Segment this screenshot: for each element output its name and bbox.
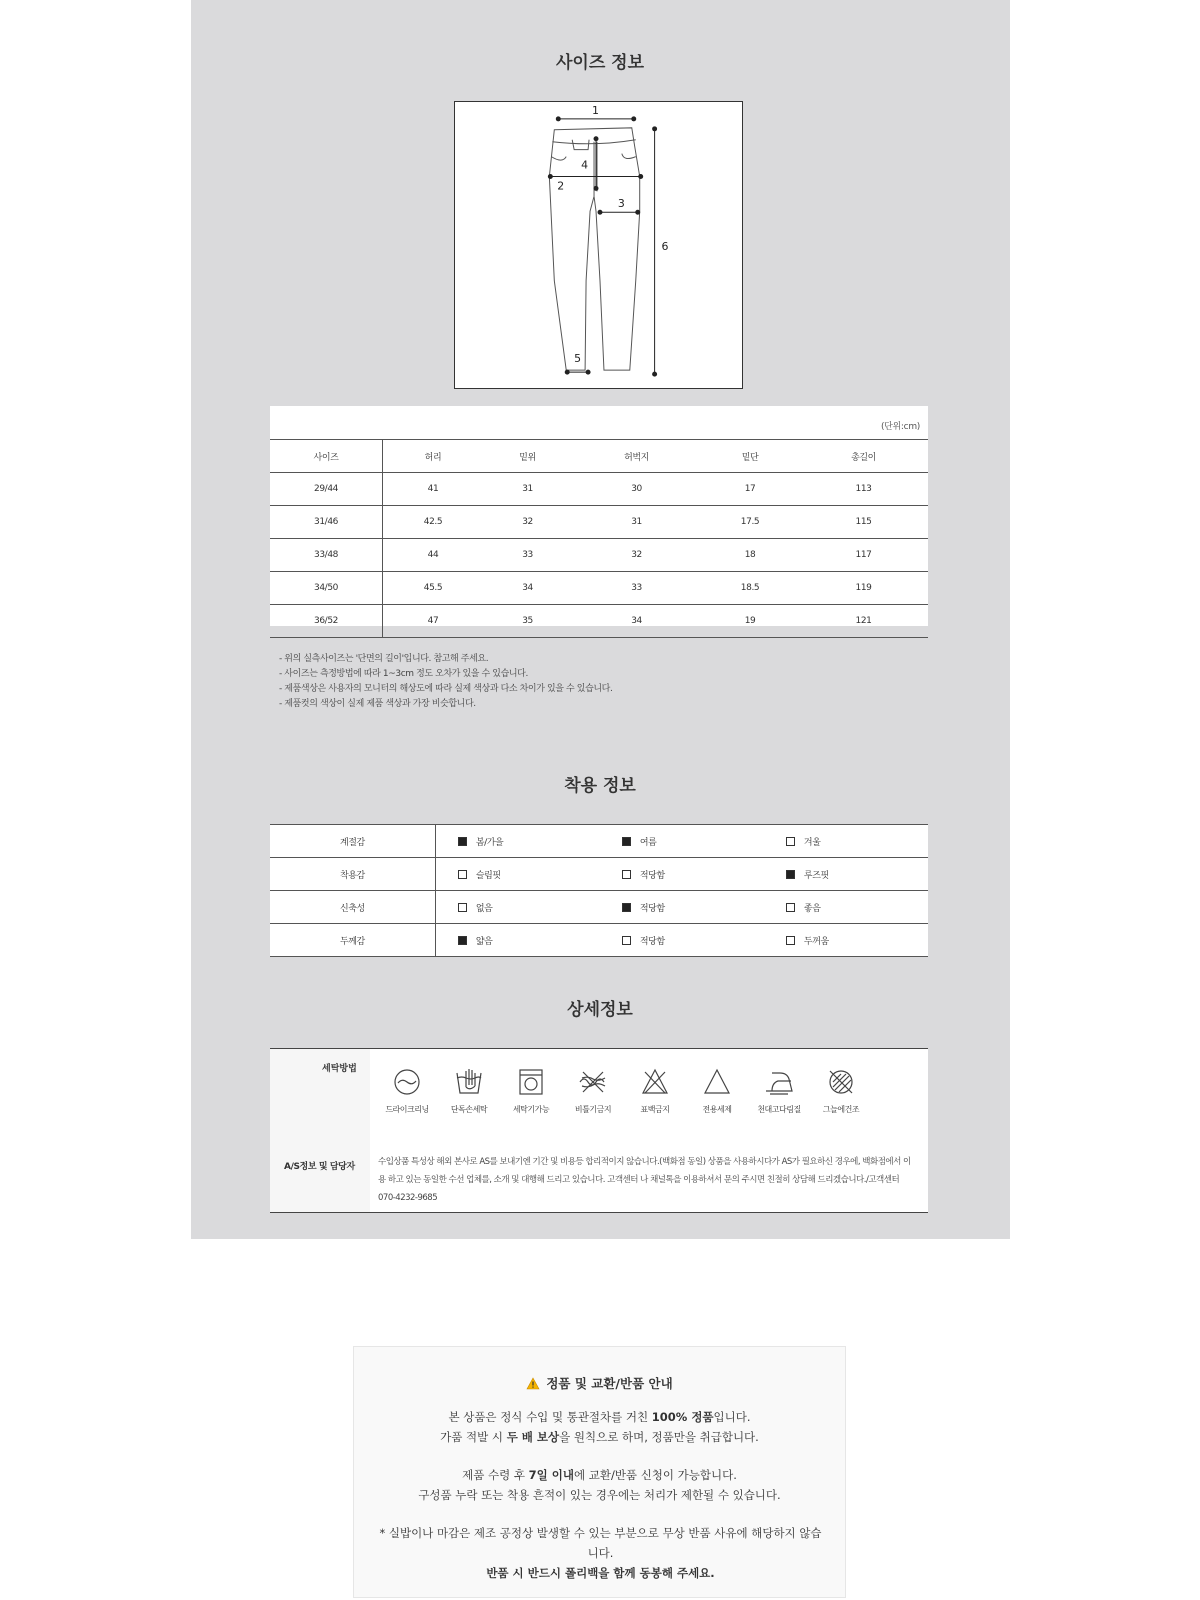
table-cell: 115 bbox=[799, 506, 928, 539]
wash-item bbox=[438, 1067, 500, 1115]
table-cell: 19 bbox=[701, 605, 799, 638]
diagram-label-5: 5 bbox=[574, 352, 582, 366]
wear-row-fit bbox=[270, 858, 928, 891]
wash-item bbox=[810, 1067, 872, 1115]
wear-option bbox=[764, 891, 928, 924]
wear-option bbox=[435, 891, 600, 924]
table-cell: 35 bbox=[483, 605, 572, 638]
wear-option bbox=[764, 825, 928, 858]
iron-icon bbox=[764, 1067, 794, 1097]
size-cell: 34/50 bbox=[270, 572, 383, 605]
notice-line: * 실밥이나 마감은 제조 공정상 발생할 수 있는 부분으로 무상 반품 사유에 해당하지 않습니다. bbox=[379, 1526, 822, 1560]
wear-option bbox=[600, 924, 764, 957]
wash-item-label: 그늘에건조 bbox=[822, 1105, 860, 1114]
table-row bbox=[270, 473, 928, 506]
diagram-label-2: 2 bbox=[557, 179, 565, 193]
unchecked-box-icon bbox=[622, 870, 631, 879]
wash-item-label: 표백금지 bbox=[640, 1105, 670, 1114]
table-cell: 41 bbox=[383, 473, 483, 506]
size-notes bbox=[279, 652, 612, 712]
checked-box-icon bbox=[622, 903, 631, 912]
wash-item bbox=[500, 1067, 562, 1115]
table-cell: 31 bbox=[483, 473, 572, 506]
wash-item bbox=[686, 1067, 748, 1115]
size-cell: 36/52 bbox=[270, 605, 383, 638]
table-row bbox=[270, 506, 928, 539]
wear-label: 착용감 bbox=[270, 858, 435, 891]
header-cell: 허리 bbox=[383, 440, 483, 473]
wash-item-label: 세탁기가능 bbox=[512, 1105, 550, 1114]
pants-measurement-diagram bbox=[454, 101, 743, 389]
unchecked-box-icon bbox=[786, 936, 795, 945]
table-cell: 113 bbox=[799, 473, 928, 506]
option-label: 여름 bbox=[639, 837, 657, 848]
option-label: 두꺼움 bbox=[803, 936, 829, 947]
wear-info-title: 착용 정보 bbox=[564, 776, 636, 796]
wash-item-label: 비틀기금지 bbox=[574, 1105, 612, 1114]
wear-label: 계절감 bbox=[270, 825, 435, 858]
wash-method-label: 세탁방법 bbox=[322, 1064, 357, 1074]
wear-option bbox=[435, 825, 600, 858]
detail-info-title: 상세정보 bbox=[567, 1000, 633, 1020]
table-cell: 32 bbox=[483, 506, 572, 539]
note-line: - 제품컷의 색상이 실제 제품 색상과 가장 비슷합니다. bbox=[279, 699, 476, 709]
table-cell: 34 bbox=[572, 605, 701, 638]
unit-note: (단위:cm) bbox=[880, 422, 920, 432]
table-cell: 119 bbox=[799, 572, 928, 605]
note-line: - 사이즈는 측정방법에 따라 1~3cm 정도 오차가 있을 수 있습니다. bbox=[279, 669, 528, 679]
wash-item-label: 전용세제 bbox=[702, 1105, 732, 1114]
option-label: 봄/가을 bbox=[475, 837, 504, 848]
table-cell: 32 bbox=[572, 539, 701, 572]
table-cell: 121 bbox=[799, 605, 928, 638]
notice-title: 정품 및 교환/반품 안내 bbox=[546, 1376, 673, 1391]
option-label: 적당함 bbox=[639, 870, 665, 881]
note-line: - 제품색상은 사용자의 모니터의 해상도에 따라 실제 색상과 다소 차이가 있을 수 있습니다. bbox=[279, 684, 613, 694]
checked-box-icon bbox=[458, 837, 467, 846]
option-label: 루즈핏 bbox=[803, 870, 829, 881]
authenticity-return-notice bbox=[353, 1346, 846, 1598]
shade-dry-icon bbox=[826, 1067, 856, 1097]
notice-line: 구성품 누락 또는 착용 흔적이 있는 경우에는 처리가 제한될 수 있습니다. bbox=[418, 1488, 781, 1502]
table-cell: 17 bbox=[701, 473, 799, 506]
notice-return-period bbox=[354, 1465, 845, 1505]
wear-option bbox=[435, 858, 600, 891]
option-label: 적당함 bbox=[639, 936, 665, 947]
no-wring-icon bbox=[578, 1067, 608, 1097]
wash-item bbox=[624, 1067, 686, 1115]
header-cell: 허벅지 bbox=[572, 440, 701, 473]
wear-option bbox=[600, 858, 764, 891]
notice-disclaimer bbox=[374, 1523, 827, 1583]
table-cell: 47 bbox=[383, 605, 483, 638]
table-cell: 30 bbox=[572, 473, 701, 506]
diagram-label-6: 6 bbox=[661, 239, 669, 253]
header-cell: 총길이 bbox=[799, 440, 928, 473]
table-cell: 33 bbox=[483, 539, 572, 572]
detergent-icon bbox=[702, 1067, 732, 1097]
notice-line: 제품 수령 후 7일 이내에 교환/반품 신청이 가능합니다. bbox=[462, 1468, 737, 1482]
size-cell: 29/44 bbox=[270, 473, 383, 506]
table-cell: 42.5 bbox=[383, 506, 483, 539]
diagram-label-3: 3 bbox=[617, 197, 625, 211]
table-cell: 18 bbox=[701, 539, 799, 572]
diagram-label-4: 4 bbox=[581, 158, 589, 172]
header-cell: 밑위 bbox=[483, 440, 572, 473]
checked-box-icon bbox=[622, 837, 631, 846]
option-label: 슬림핏 bbox=[475, 870, 501, 881]
notice-line: 본 상품은 정식 수입 및 통관절차를 거친 100% 정품입니다. bbox=[448, 1410, 751, 1424]
warning-icon bbox=[526, 1377, 540, 1390]
unchecked-box-icon bbox=[622, 936, 631, 945]
as-info-text: 수입상품 특성상 해외 본사로 AS를 보내기엔 기간 및 비용등 합리적이지 않습니다.(백화점 동일) 상품을 사용하시다가 AS가 필요하신 경우에, 백화점에서 이용 하고 있는 동일한 수선 업체를, 소개 및 대행해 드리고 있습니다. 고객센터 나 채널톡을 이용하셔서 문의 주시면 친절히 상담해 드리겠습니다./고객센터 070-4232-9685 bbox=[378, 1157, 911, 1203]
table-cell: 31 bbox=[572, 506, 701, 539]
unchecked-box-icon bbox=[786, 837, 795, 846]
table-cell: 44 bbox=[383, 539, 483, 572]
dry-clean-icon bbox=[392, 1067, 422, 1097]
wear-label: 두께감 bbox=[270, 924, 435, 957]
wear-row-thickness bbox=[270, 924, 928, 957]
option-label: 좋음 bbox=[803, 903, 821, 914]
unchecked-box-icon bbox=[786, 903, 795, 912]
table-row bbox=[270, 572, 928, 605]
checked-box-icon bbox=[786, 870, 795, 879]
option-label: 얇음 bbox=[475, 936, 493, 947]
notice-line: 가품 적발 시 두 배 보상을 원칙으로 하며, 정품만을 취급합니다. bbox=[440, 1430, 759, 1444]
detail-info-card bbox=[270, 1048, 928, 1213]
no-bleach-icon bbox=[640, 1067, 670, 1097]
unchecked-box-icon bbox=[458, 903, 467, 912]
unchecked-box-icon bbox=[458, 870, 467, 879]
size-cell: 31/46 bbox=[270, 506, 383, 539]
header-cell: 밑단 bbox=[701, 440, 799, 473]
wear-option bbox=[435, 924, 600, 957]
diagram-label-1: 1 bbox=[592, 103, 599, 117]
table-cell: 18.5 bbox=[701, 572, 799, 605]
size-table bbox=[270, 439, 928, 638]
table-cell: 117 bbox=[799, 539, 928, 572]
size-table-card bbox=[270, 406, 928, 626]
wash-item-label: 천대고다림질 bbox=[757, 1105, 801, 1114]
size-cell: 33/48 bbox=[270, 539, 383, 572]
table-cell: 45.5 bbox=[383, 572, 483, 605]
size-table-header bbox=[270, 440, 928, 473]
notice-line: 반품 시 반드시 폴리백을 함께 동봉해 주세요. bbox=[486, 1566, 715, 1580]
table-cell: 34 bbox=[483, 572, 572, 605]
wash-item-label: 단독손세탁 bbox=[450, 1105, 488, 1114]
option-label: 겨울 bbox=[803, 837, 821, 848]
notice-heading bbox=[354, 1374, 845, 1392]
wear-label: 신축성 bbox=[270, 891, 435, 924]
wash-item bbox=[562, 1067, 624, 1115]
wear-row-stretch bbox=[270, 891, 928, 924]
note-line: - 위의 실측사이즈는 '단면의 길이'입니다. 참고해 주세요. bbox=[279, 654, 489, 664]
wear-option bbox=[600, 891, 764, 924]
wear-option bbox=[764, 924, 928, 957]
wear-row-season bbox=[270, 825, 928, 858]
as-info-label: A/S정보 및 담당자 bbox=[284, 1162, 355, 1172]
wear-info-table bbox=[270, 824, 928, 957]
wash-item bbox=[376, 1067, 438, 1115]
pants-outline bbox=[455, 102, 742, 388]
wear-option bbox=[600, 825, 764, 858]
table-row bbox=[270, 605, 928, 638]
notice-authenticity bbox=[354, 1407, 845, 1447]
option-label: 적당함 bbox=[639, 903, 665, 914]
table-cell: 17.5 bbox=[701, 506, 799, 539]
checked-box-icon bbox=[458, 936, 467, 945]
table-row bbox=[270, 539, 928, 572]
table-cell: 33 bbox=[572, 572, 701, 605]
washing-machine-icon bbox=[516, 1067, 546, 1097]
hand-wash-icon bbox=[454, 1067, 484, 1097]
option-label: 없음 bbox=[475, 903, 493, 914]
wash-item bbox=[748, 1067, 810, 1115]
wash-item-label: 드라이크리닝 bbox=[385, 1105, 429, 1114]
header-cell: 사이즈 bbox=[270, 440, 383, 473]
size-info-title: 사이즈 정보 bbox=[555, 53, 645, 73]
wear-option bbox=[764, 858, 928, 891]
